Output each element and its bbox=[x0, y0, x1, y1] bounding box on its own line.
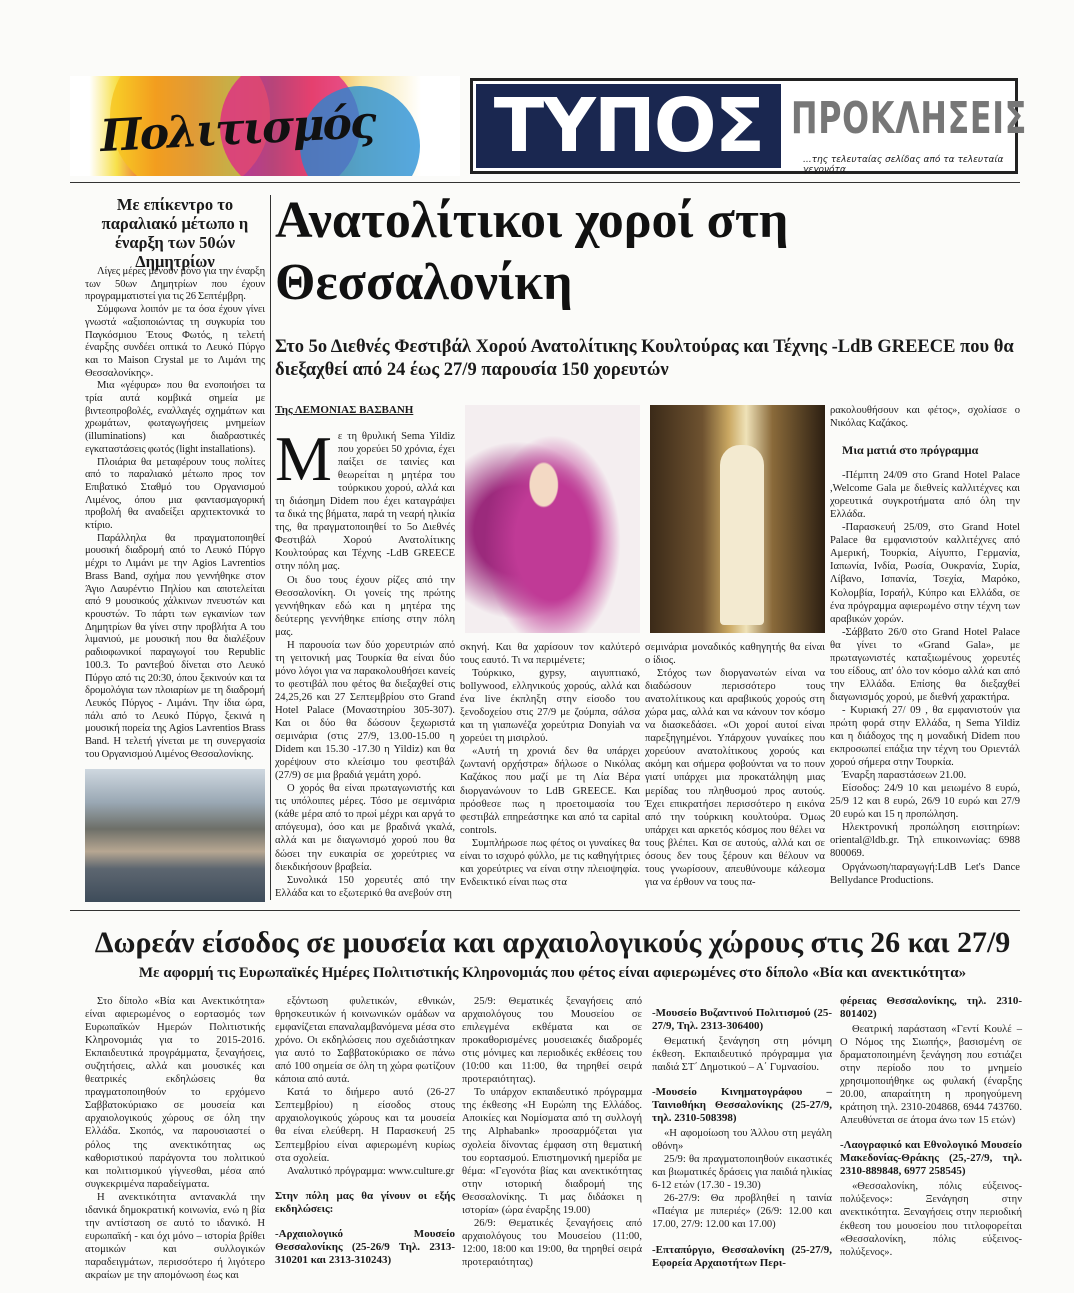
paragraph: 26-27/9: Θα προβληθεί η ταινία «Παέγια με πιπεριές» (26/9: 12.00 και 17.00, 27/9: 12.00 και 17.00) bbox=[652, 1193, 832, 1231]
paragraph: Λίγες μέρες μένουν μόνο για την έναρξη των 50ων Δημητρίων που έχουν προγραμματιστεί για τις 26 Σεπτέμβρη. bbox=[85, 266, 265, 303]
paragraph: 26/9: Θεματικές ξεναγήσεις από αρχαιολόγους του Μουσείου (11:00, 12:00, 18:00 και 19:00, θα τηρηθεί σειρά προτεραιότητας) bbox=[462, 1217, 642, 1268]
paragraph: Συνολικά 150 χορευτές από την Ελλάδα και το εξωτερικό θα ανεβούν στη bbox=[275, 874, 455, 899]
paragraph: σεμινάρια μοναδικός καθηγητής θα είναι ο ίδιος. bbox=[645, 642, 825, 667]
byline: Της ΛΕΜΟΝΙΑΣ ΒΑΣΒΑΝΗ bbox=[275, 404, 414, 416]
paragraph: Ηλεκτρονική προπώληση εισιτηρίων: oriental@ldb.gr. Τηλ επικοινωνίας: 6988 800069. bbox=[830, 822, 1020, 860]
dancer-photo-pink-dress bbox=[465, 405, 640, 633]
paragraph: -Παρασκευή 25/09, στο Grand Hotel Palace θα εμφανιστούν καλλιτέχνες από Αμερική, Τουρκία, Αίγυπτο, Γερμανία, Ιαπωνία, Ινδία, Ρωσία, Ουκρανία, Συρία, Λίβανο, Ισπανία, Τσεχία, Μαρόκο, Κολομβία, Ισραήλ, Κύπρο και Ελλάδα, σε ένα πρόγραμμα αφιερωμένο στην τέχνη των αραβικών χορών. bbox=[830, 522, 1020, 625]
paragraph: Το υπάρχον εκπαιδευτικό πρόγραμμα της έκθεσης «Η Ευρώπη της Ελλάδος. Αποικίες και Νομίσματα από τη συλλογή της Alphabank» προσαρμόζεται για σχολεία δίνοντας έμφαση στη θεματική του εορτασμού. Επιστημονική ημερίδα με θέμα: «Γεγονότα βίας και ανεκτικότητας στην ιστορική διαδρομή της Θεσσαλονίκης. Τι μας διδάσκει η ιστορία» (ώρα έναρξης 19.00) bbox=[462, 1087, 642, 1216]
article-column-4 bbox=[830, 404, 1020, 887]
subheading: -Αρχαιολογικό Μουσείο Θεσσαλονίκης (25-26/9 Τηλ. 2313-310201 και 2313-310243) bbox=[275, 1227, 455, 1266]
sidebar-headline: Με επίκεντρο το παραλιακό μέτωπο η έναρξη των 50ών Δημητρίων bbox=[101, 195, 249, 271]
bottom-column-2 bbox=[275, 995, 455, 1269]
paragraph: Ο χορός θα είναι πρωταγωνιστής και τις υπόλοιπες μέρες. Τόσο με σεμινάρια (κάθε μέρα από το πρωί μέχρι και αργά το απόγευμα), όσο και με βραδινά γκαλά, αλλά και με διαγωνισμό χορού που θα δώσει την ευκαιρία σε χορεύτριες να διεκδικήσουν βραβεία. bbox=[275, 783, 455, 873]
paragraph: Πλοιάρια θα μεταφέρουν τους πολίτες από το παραλιακό μέτωπο προς τον Επιβατικό Σταθμό του Οργανισμού Λιμένος, όπου μια φαντασμαγορική προβολή θα αναδείξει αρχιτεκτονικά το κτίριο. bbox=[85, 456, 265, 532]
article-headline: Ανατολίτικοι χοροί στη Θεσσαλονίκη bbox=[275, 192, 789, 311]
bottom-column-1 bbox=[85, 995, 265, 1282]
paragraph: Είσοδος: 24/9 10 και μειωμένο 8 ευρώ, 25/9 12 και 8 ευρώ, 26/9 10 ευρώ και 27/9 20 ευρώ και 15 η προπώληση. bbox=[830, 783, 1020, 821]
sidebar-body bbox=[85, 266, 265, 761]
program-list bbox=[830, 469, 1020, 887]
bottom-column-4 bbox=[652, 995, 832, 1272]
paragraph: Αναλυτικό πρόγραμμα: www.culture.gr bbox=[287, 1165, 455, 1177]
paragraph: «Θεσσαλονίκη, πόλις εύξεινος-πολύξενος»: Ξενάγηση στην ανεκτικότητα. Ξεναγήσεις στην περιοδική έκθεση του μουσείου που τιτλοφορείται «Θεσσαλονίκη, πόλις εύξεινος-πολύξενος». bbox=[840, 1181, 1022, 1258]
masthead-box bbox=[470, 78, 1028, 175]
bottom-column-3 bbox=[462, 995, 642, 1269]
masthead-logo: ΤΥΠΟΣ bbox=[476, 84, 781, 168]
article-column-3 bbox=[645, 641, 825, 889]
paragraph: -Σάββατο 26/0 στο Grand Hotel Palace θα γίνει το «Grand Gala», με πρωταγωνιστές καταξιωμένους χορευτές του είδους, απ' όλο τον κόσμο αλλά και από την Ελλάδα. Επίσης θα διεξαχθεί διαγωνισμός χορού, με διεθνή χαρακτήρα. bbox=[830, 626, 1020, 703]
subheading: -Επταπύργιο, Θεσσαλονίκη (25-27/9, Εφορεία Αρχαιοτήτων Περι- bbox=[652, 1243, 832, 1269]
subheading: -Μουσείο Κινηματογράφου – Ταινιοθήκη Θεσσαλονίκης (25-27/9, τηλ. 2310-508398) bbox=[652, 1086, 832, 1125]
paragraph: Η παρουσία των δύο χορευτριών από τη γειτονική μας Τουρκία θα είναι δύο μόνο λόγοι για να παρακολουθήσει κανείς το φεστιβάλ που φέτος θα διεξαχθεί στις 24,25,26 και 27 Σεπτεμβρίου στο Grand Hotel Palace (Μοναστηρίου 305-307). Και οι δύο θα δώσουν ξεχωριστά σεμινάρια (στις 27/9, 13.00-15.00 η Didem και 15.30 -17.30 η Yildiz) και θα χορέψουν στο κλείσιμο του φεστιβάλ (27/9) σε μια βραδιά γεμάτη χορό. bbox=[275, 639, 455, 782]
paragraph: Σύμφωνα λοιπόν με τα όσα έχουν γίνει γνωστά «αξιοποιώντας τη συγκυρία του Παγκόσμιου Έτους Φωτός, η τελετή έναρξης συνδέει οπτικά το Λευκό Πύργο και το Maison Crystal με το Λιμάνι της Θεσσαλονίκης». bbox=[85, 304, 265, 379]
paragraph: «Η αφομοίωση του Άλλου στη μεγάλη οθόνη» bbox=[652, 1128, 832, 1153]
paragraph: Τούρκικο, gypsy, αιγυπτιακό, bollywood, ελληνικούς χορούς, αλλά και ένα live έκπληξη στην είσοδο του ξενοδοχείου στις 27/9 με ζούμπα, σάλσα και τη γιαπωνέζα χορεύτρια Donyiah να χορεύει τη μισιρλού. bbox=[460, 668, 640, 745]
article-subheadline: Στο 5ο Διεθνές Φεστιβάλ Χορού Ανατολίτικης Κουλτούρας και Τέχνης -LdB GREECE που θα διεξαχθεί από 24 έως 27/9 παρουσία 150 χορευτών bbox=[275, 337, 1014, 380]
subheading: -Μουσείο Βυζαντινού Πολιτισμού (25-27/9, Τηλ. 2313-306400) bbox=[652, 1007, 832, 1032]
paragraph: ρακολουθήσουν και φέτος», σχολίασε ο Νικόλας Καζάκος. bbox=[830, 405, 1020, 430]
paragraph: Οι δυο τους έχουν ρίζες από την Θεσσαλονίκη. Οι γονείς της πρώτης γεννήθηκαν εδώ και η μητέρα της δεύτερης γεννήθηκε επίσης στην πόλη μας. bbox=[275, 574, 455, 638]
section-banner-politismos bbox=[70, 76, 460, 176]
paragraph: Οργάνωση/παραγωγή:LdB Let's Dance Bellydance Productions. bbox=[830, 861, 1020, 886]
paragraph: σκηνή. Και θα χαρίσουν τον καλύτερό τους εαυτό. Τι να περιμένετε; bbox=[460, 642, 640, 667]
subheading: φέρειας Θεσσαλονίκης, τηλ. 2310-801402) bbox=[840, 995, 1022, 1020]
paragraph: Στο δίπολο «Βία και Ανεκτικότητα» είναι αφιερωμένος ο εορτασμός των Ευρωπαϊκών Ημερών Πολιτιστικής Κληρονομιάς για το 2015-2016. Εκπαιδευτικά προγράμματα, ξεναγήσεις, συζητήσεις, αλλά και μουσικές και θεατρικές εκδηλώσεις θα πραγματοποιηθούν το ερχόμενο Σαββατοκύριακο σε μουσεία και αρχαιολογικούς χώρους σε όλη την Ελλάδα. Σκοπός, να παρουσιαστεί ο ρόλος της ανεκτικότητας ως καθοριστικού παράγοντα του πολιτικού και πολιτισμικού γίγνεσθαι, μέσα από συγκεκριμένα παραδείγματα. bbox=[85, 996, 265, 1190]
divider bbox=[270, 195, 271, 900]
paragraph: ε τη θρυλική Sema Yildiz που χορεύει 50 χρόνια, έχει παίξει σε ταινίες και θεωρείται η μητέρα του τούρκικου χορού, αλλά και τη διάσημη Didem που έχει καταγράψει τα δικά της βήματα, παρά τη νεαρή ηλικία της, θα πραγματοποιηθεί το 5ο Διεθνές Φεστιβάλ Χορού Ανατολίτικης Κουλτούρας και Τέχνης -LdB GREECE στην πόλη μας. bbox=[275, 431, 455, 573]
program-heading: Μια ματιά στο πρόγραμμα bbox=[842, 443, 979, 458]
section-label: Πολιτισμός bbox=[98, 96, 376, 163]
drop-cap: Μ bbox=[275, 423, 332, 494]
thessaloniki-waterfront-photo bbox=[85, 769, 265, 902]
divider bbox=[70, 182, 1020, 183]
paragraph: -Πέμπτη 24/09 στο Grand Hotel Palace ,Welcome Gala με διεθνείς καλλιτέχνες και χορευτικά συγκροτήματα από όλη την Ελλάδα. bbox=[830, 470, 1020, 521]
dancer-photo-white-dress bbox=[650, 405, 825, 633]
subheading: -Λαογραφικό και Εθνολογικό Μουσείο Μακεδονίας-Θράκης (25,-27/9, τηλ. 2310-889848, 6977 258545) bbox=[840, 1139, 1022, 1178]
article-column-2 bbox=[460, 641, 640, 889]
bottom-headline: Δωρεάν είσοδος σε μουσεία και αρχαιολογικούς χώρους στις 26 και 27/9 bbox=[94, 926, 1011, 959]
paragraph: εξόντωση φυλετικών, εθνικών, θρησκευτικών ή κοινωνικών ομάδων να εμφανίζεται επαναλαμβανόμενα μέσα στο χρόνο. Οι εκδηλώσεις που σχεδιάστηκαν για αυτό το Σαββατοκύριακο σε πάνω από 100 σημεία σε όλη τη χώρα φωτίζουν κάποια από αυτά. bbox=[275, 996, 455, 1086]
paragraph: Στόχος των διοργανωτών είναι να διαδώσουν περισσότερο τους ανατολίτικους και αραβικούς χορούς στη χώρα μας, αλλά και να κάνουν τον κόσμο να διασκεδάσει. «Οι χοροί αυτοί είναι παρεξηγημένοι. Υπάρχουν γυναίκες που χορεύουν ανατολίτικους χορούς και ακόμη και σήμερα φοβούνται να το πουν γιατί υπάρχει μια προκατάληψη μιας μερίδας του πληθυσμού προς αυτούς. Έχει επικρατήσει περισσότερο η εικόνα από την τούρκικη κουλτούρα. Όμως υπάρχει και αρκετός κόσμος που θέλει να τους βλέπει. Και σε αυτούς, αλλά και σε όσους δεν τους ξέρουν και θέλουν να τους γνωρίσουν, απευθύνουμε κάλεσμα για να έρθουν να τους πα- bbox=[645, 668, 825, 888]
page-title: ΠΡΟΚΛΗΣΕΙΣ bbox=[791, 93, 1028, 144]
paragraph: Έναρξη παραστάσεων 21.00. bbox=[842, 770, 967, 782]
paragraph: - Κυριακή 27/ 09 , θα εμφανιστούν για πρώτη φορά στην Ελλάδα, η Sema Yildiz και η διάδοχος της η μοναδική Didem που εκπροσωπεί επάξια την τέχνη του Οριεντάλ χορού σήμερα στην Τουρκία. bbox=[830, 704, 1020, 769]
page-tagline: ...της τελευταίας σελίδας από τα τελευταία γεγονότα bbox=[803, 155, 1004, 175]
paragraph: Κατά το διήμερο αυτό (26-27 Σεπτεμβρίου) η είσοδος στους αρχαιολογικούς χώρους και τα μουσεία θα είναι ελεύθερη. Η Παρασκευή 25 Σεπτεμβρίου είναι αφιερωμένη κυρίως στα σχολεία. bbox=[275, 1087, 455, 1164]
paragraph: 25/9: θα πραγματοποιηθούν εικαστικές και βιωματικές δράσεις για παιδιά ηλικίας 6-12 ετών (17.30 - 19.30) bbox=[652, 1154, 832, 1192]
dancer-figure bbox=[720, 445, 764, 625]
paragraph: Παράλληλα θα πραγματοποιηθεί μουσική διαδρομή από το Λευκό Πύργο μέχρι το Λιμάνι με την Agios Lavrentios Brass Band, σχήμα που γεννήθηκε στον Άγιο Λαυρέντιο Πηλίου και αποτελείται από 9 μουσικούς χάλκινων πνευστών και κρουστών. Το πάρτι των εγκαινίων των Δημητρίων θα γίνει στην προβλήτα Α του λιμανιού, με μουσική που θα διαλέξουν ραδιοφωνικοί παραγωγοί του Republic 100.3. Το ραντεβού δίνεται στο Λευκό Πύργο από τις 20:30, όπου ξεκινούν και τα δρομολόγια των πλοιαρίων με τη διαδρομή Λευκός Πύργος - Λιμάνι. Την ίδια ώρα, πάλι από το Λευκό Πύργο, ξεκινά η μουσική πορεία της Agios Lavrentios Brass Band. Η τελετή γίνεται με τη συνεργασία του Οργανισμού Λιμένος Θεσσαλονίκης. bbox=[85, 532, 265, 760]
subheading: Στην πόλη μας θα γίνουν οι εξής εκδηλώσεις: bbox=[275, 1189, 455, 1215]
paragraph: Θεματική ξενάγηση στη μόνιμη έκθεση. Εκπαιδευτικό πρόγραμμα για παιδιά ΣΤ΄ Δημοτικού – Α΄ Γυμνασίου. bbox=[652, 1036, 832, 1074]
sidebar-article bbox=[85, 266, 265, 902]
paragraph: 25/9: Θεματικές ξεναγήσεις από αρχαιολόγους του Μουσείου σε επιλεγμένα εκθέματα και σε προκαθορισμένες μουσειακές διαδρομές στις μόνιμες και περιοδικές εκθέσεις του (10:00 και 11:00, θα τηρηθεί σειρά προτεραιότητας). bbox=[462, 996, 642, 1086]
bottom-subheadline: Με αφορμή τις Ευρωπαϊκές Ημέρες Πολιτιστικής Κληρονομιάς που φέτος είναι αφιερωμένες στο δίπολο «Βία και ανεκτικότητα» bbox=[138, 965, 967, 981]
paragraph: «Αυτή τη χρονιά δεν θα υπάρχει ζωντανή ορχήστρα» δήλωσε ο Νικόλας Καζάκος που μαζί με τη Λία Βέρα διοργανώνουν το LdB GREECE. Και πρόσθεσε πως η προετοιμασία του φεστιβάλ επηρεάστηκε και από τα capital controls. bbox=[460, 746, 640, 836]
column-text bbox=[275, 423, 455, 900]
paragraph: Συμπλήρωσε πως φέτος οι γυναίκες θα είναι το ισχυρό φύλλο, με τις καθηγήτριες και χορεύτριες να είναι στην πλειοψηφία. Ενδεικτικό είναι πως στα bbox=[460, 837, 640, 888]
paragraph: Η ανεκτικότητα αντανακλά την ιδανικά δημοκρατική κοινωνία, ενώ η βία την αντίσταση σε αυτό το ιδανικό. Η ευρωπαϊκή - και όχι μόνο – ιστορία βρίθει ατομικών και συλλογικών παραδειγμάτων, περισσότερο ή λιγότερο ακραίων με την απομόνωση έως και bbox=[85, 1191, 265, 1281]
bottom-column-5 bbox=[840, 995, 1022, 1259]
divider bbox=[70, 910, 1020, 911]
article-column-1 bbox=[275, 423, 455, 900]
paragraph: Μια «γέφυρα» που θα ενοποιήσει τα τρία αυτά κομβικά σημεία με βιντεοπροβολές, εναλλαγές σχημάτων και χρωμάτων, φωταγωγήσεις μνημείων (illuminations) και διαδραστικές εγκαταστάσεις φωτός (light installations). bbox=[85, 380, 265, 455]
paragraph: Θεατρική παράσταση «Γεντί Κουλέ – Ο Νόμος της Σιωπής», βασισμένη σε δραματοποιημένη ξενάγηση που εστιάζει στην περίοδο που το μνημείο χρησιμοποιήθηκε ως φυλακή (έναρξης 20.00, απαραίτητη η προηγούμενη κράτηση τηλ. 2310-204868, 6944 743760. Απευθύνεται σε άτομα άνω των 15 ετών) bbox=[840, 1024, 1022, 1127]
